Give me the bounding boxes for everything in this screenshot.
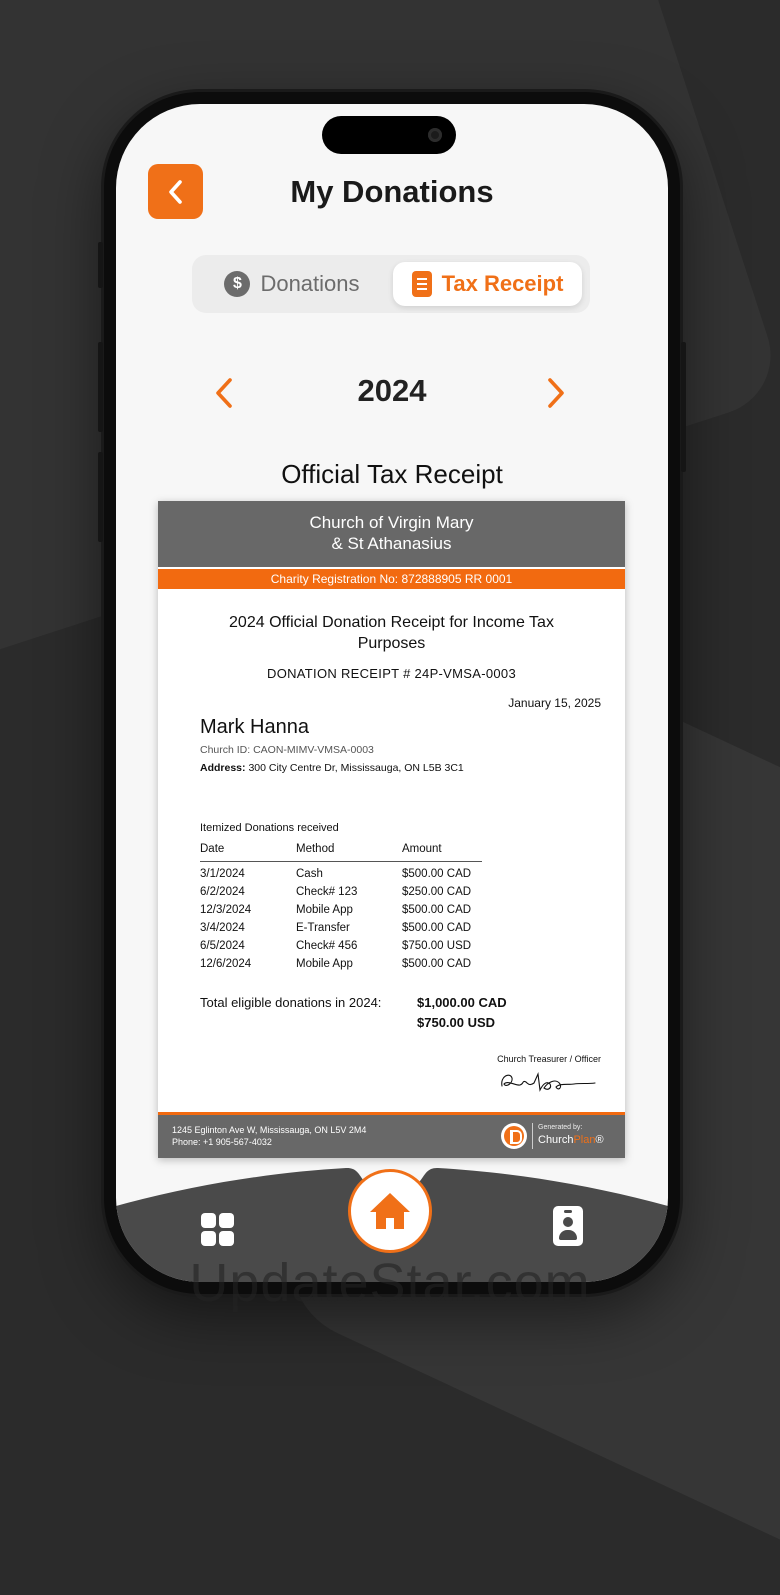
brand-plan: Plan [573,1134,596,1146]
table-row [200,904,482,922]
year-navigator [116,369,668,417]
footer-contact [172,1124,366,1148]
donations-table [200,843,482,976]
chevron-right-icon[interactable] [544,375,568,411]
itemized-heading: Itemized Donations received [200,822,339,834]
row-date: 12/6/2024 [200,958,252,970]
signature [498,1066,598,1096]
row-amount: $500.00 CAD [402,904,472,916]
view-segmented-control [192,255,590,313]
receipt-footer [158,1115,625,1158]
footer-divider [532,1123,533,1149]
home-icon [368,1191,412,1231]
page-title: My Donations [290,174,494,209]
receipt-date: January 15, 2025 [508,696,601,710]
church-name-line2: & St Athanasius [331,534,452,553]
row-amount: $750.00 USD [402,940,472,952]
row-date: 3/4/2024 [200,922,245,934]
table-row [200,922,482,940]
tab-tax-receipt[interactable] [393,262,582,306]
camera-icon [428,128,442,142]
row-method: Mobile App [296,958,353,970]
row-amount: $500.00 CAD [402,868,472,880]
church-id: Church ID: CAON-MIMV-VMSA-0003 [200,744,374,756]
signatory-label: Church Treasurer / Officer [497,1054,601,1064]
tab-tax-receipt-label: Tax Receipt [441,271,564,296]
table-row [200,886,482,904]
row-date: 12/3/2024 [200,904,252,916]
receipt-number: DONATION RECEIPT # 24P-VMSA-0003 [267,666,516,681]
address-label: Address: [200,762,246,774]
total-usd: $750.00 USD [417,1015,496,1030]
row-date: 6/5/2024 [200,940,245,952]
row-method: E-Transfer [296,922,350,934]
receipt-header [158,501,625,567]
churchplan-logo-icon [501,1123,527,1149]
table-header [200,843,482,862]
donor-address [200,762,464,774]
footer-phone: Phone: +1 905-567-4032 [172,1137,272,1147]
total-cad: $1,000.00 CAD [417,995,507,1010]
church-name-line1: Church of Virgin Mary [309,513,474,532]
grid-icon[interactable] [201,1213,235,1247]
row-amount: $250.00 CAD [402,886,472,898]
row-method: Check# 123 [296,886,358,898]
home-button[interactable] [348,1169,432,1253]
phone-side-button [98,242,103,288]
dollar-icon: $ [224,271,250,297]
table-row [200,940,482,958]
phone-side-button [98,452,103,542]
phone-frame [104,92,680,1294]
document-icon [412,271,432,297]
donor-name: Mark Hanna [200,716,309,738]
total-label: Total eligible donations in 2024: [200,995,382,1010]
row-date: 6/2/2024 [200,886,245,898]
row-method: Mobile App [296,904,353,916]
brand-mark: ® [595,1134,604,1146]
row-date: 3/1/2024 [200,868,245,880]
charity-registration: Charity Registration No: 872888905 RR 0001 [158,569,625,589]
watermark: UpdateStar.com [189,1253,591,1313]
address-value: 300 City Centre Dr, Mississauga, ON L5B 3C1 [248,762,464,774]
column-header-method: Method [296,843,335,855]
year-label: 2024 [357,373,427,408]
table-row [200,868,482,886]
dynamic-island [322,116,456,154]
tab-donations-label: Donations [260,271,360,296]
column-header-amount: Amount [402,843,442,855]
tab-donations[interactable] [202,262,382,306]
phone-side-button [98,342,103,432]
column-header-date: Date [200,843,225,855]
table-row [200,958,482,976]
row-method: Check# 456 [296,940,358,952]
app-screen [116,104,668,1282]
id-badge-icon[interactable] [553,1206,583,1246]
footer-address: 1245 Eglinton Ave W, Mississauga, ON L5V 2M4 [172,1125,367,1135]
brand-church: Church [538,1134,574,1146]
churchplan-brand [538,1134,604,1146]
generated-by-label: Generated by: [538,1124,583,1131]
row-method: Cash [296,868,323,880]
phone-power-button [681,342,686,472]
row-amount: $500.00 CAD [402,922,472,934]
section-title: Official Tax Receipt [281,459,503,489]
row-amount: $500.00 CAD [402,958,472,970]
tax-receipt-document [158,501,625,1158]
receipt-title: 2024 Official Donation Receipt for Income Tax Purposes [229,614,554,652]
